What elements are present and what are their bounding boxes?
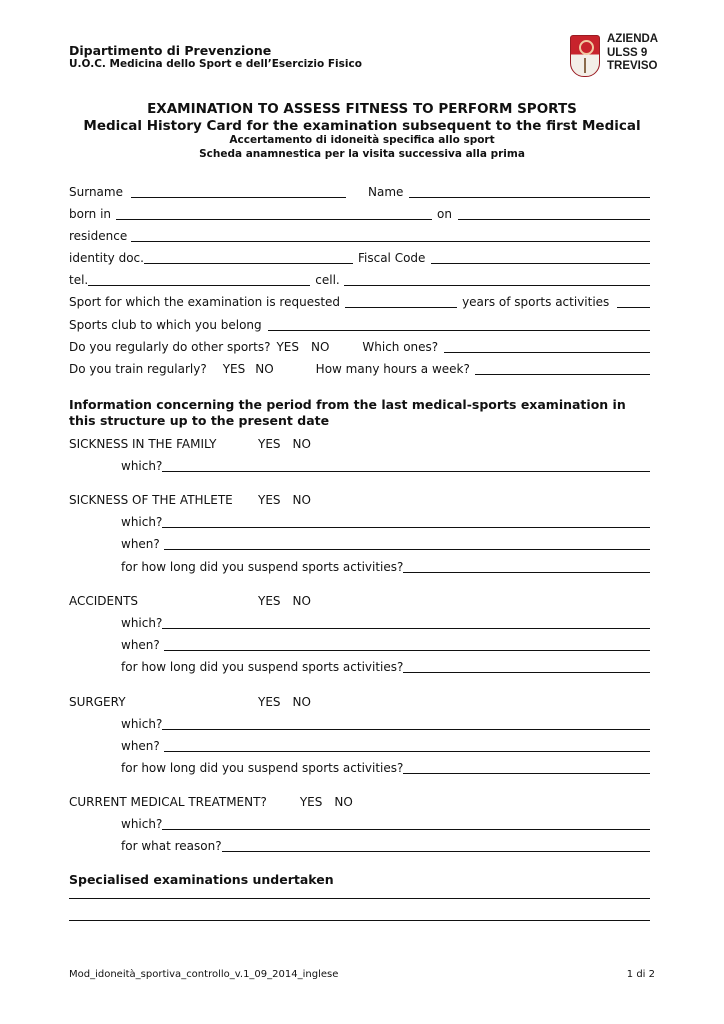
row-other-sports bbox=[69, 337, 650, 355]
sport-requested-label: Sport for which the examination is requested bbox=[69, 295, 341, 309]
accidents-when-label: when? bbox=[121, 638, 160, 652]
surgery-which-field[interactable] bbox=[162, 717, 650, 730]
which-ones-label: Which ones? bbox=[362, 340, 439, 354]
athlete-sickness-label: SICKNESS OF THE ATHLETE bbox=[69, 493, 233, 507]
sport-requested-field[interactable] bbox=[345, 295, 457, 308]
other-sports-yes[interactable]: YES bbox=[276, 340, 299, 354]
treatment-which-label: which? bbox=[121, 817, 163, 831]
accidents-which-label: which? bbox=[121, 616, 163, 630]
info-period-heading: Information concerning the period from the last medical-sports examination in this structure up to the present date bbox=[69, 397, 626, 428]
athlete-no[interactable]: NO bbox=[292, 493, 311, 507]
row-family-which bbox=[121, 456, 650, 474]
main-title: EXAMINATION TO ASSESS FITNESS TO PERFORM SPORTS bbox=[147, 101, 577, 117]
row-athlete-which bbox=[121, 512, 650, 530]
years-activities-label: years of sports activities bbox=[462, 295, 610, 309]
row-accidents bbox=[69, 591, 650, 609]
row-treatment bbox=[69, 792, 650, 810]
row-treatment-which bbox=[121, 814, 650, 832]
athlete-suspend-label: for how long did you suspend sports activities? bbox=[121, 560, 404, 574]
athlete-which-field[interactable] bbox=[162, 515, 650, 528]
tel-field[interactable] bbox=[88, 273, 310, 286]
accidents-no[interactable]: NO bbox=[292, 594, 311, 608]
logo-line-2: ULSS 9 bbox=[607, 46, 648, 59]
accidents-when-field[interactable] bbox=[164, 638, 650, 651]
row-accidents-which bbox=[121, 613, 650, 631]
surgery-no[interactable]: NO bbox=[292, 695, 311, 709]
row-sport bbox=[69, 292, 650, 310]
family-sickness-label: SICKNESS IN THE FAMILY bbox=[69, 437, 217, 451]
identity-doc-label: identity doc. bbox=[69, 251, 144, 265]
accidents-yes[interactable]: YES bbox=[258, 594, 281, 608]
logo-line-3: TREVISO bbox=[607, 60, 658, 72]
surname-label: Surname bbox=[69, 185, 123, 199]
surgery-when-field[interactable] bbox=[164, 739, 650, 752]
fiscal-code-field[interactable] bbox=[431, 251, 650, 264]
name-field[interactable] bbox=[409, 185, 650, 198]
train-yes[interactable]: YES bbox=[222, 362, 246, 376]
row-athlete-when bbox=[121, 534, 650, 552]
hours-week-field[interactable] bbox=[475, 362, 650, 375]
specialised-exams-line-1[interactable] bbox=[69, 898, 650, 899]
athlete-yes[interactable]: YES bbox=[258, 493, 281, 507]
on-label: on bbox=[437, 207, 452, 221]
row-birth bbox=[69, 204, 650, 222]
treatment-label: CURRENT MEDICAL TREATMENT? bbox=[69, 795, 267, 809]
family-no[interactable]: NO bbox=[292, 437, 311, 451]
accidents-which-field[interactable] bbox=[162, 616, 650, 629]
surname-field[interactable] bbox=[131, 185, 346, 198]
row-family-sickness bbox=[69, 434, 650, 452]
lion-shield-icon bbox=[570, 35, 600, 77]
accidents-suspend-label: for how long did you suspend sports activities? bbox=[121, 660, 404, 674]
row-surgery bbox=[69, 692, 650, 710]
row-residence bbox=[69, 226, 650, 244]
other-sports-label: Do you regularly do other sports? bbox=[69, 340, 271, 354]
row-phone bbox=[69, 270, 650, 288]
row-treatment-reason bbox=[121, 836, 650, 854]
train-regularly-label: Do you train regularly? bbox=[69, 362, 207, 376]
train-no[interactable]: NO bbox=[255, 362, 274, 376]
fiscal-code-label: Fiscal Code bbox=[357, 251, 426, 265]
row-athlete-sickness bbox=[69, 490, 650, 508]
accidents-label: ACCIDENTS bbox=[69, 594, 139, 608]
row-surgery-suspend bbox=[121, 758, 650, 776]
surgery-yes[interactable]: YES bbox=[258, 695, 281, 709]
athlete-which-label: which? bbox=[121, 515, 163, 529]
accidents-suspend-field[interactable] bbox=[403, 660, 650, 673]
row-train bbox=[69, 359, 650, 377]
row-accidents-when bbox=[121, 635, 650, 653]
residence-field[interactable] bbox=[131, 229, 650, 242]
treatment-no[interactable]: NO bbox=[334, 795, 353, 809]
athlete-when-field[interactable] bbox=[164, 537, 650, 550]
row-surgery-which bbox=[121, 714, 650, 732]
birthplace-field[interactable] bbox=[116, 207, 432, 220]
sub-title: Medical History Card for the examination subsequent to the first Medical bbox=[83, 118, 641, 134]
row-surname-name bbox=[69, 182, 650, 200]
treatment-yes[interactable]: YES bbox=[299, 795, 323, 809]
specialised-exams-line-2[interactable] bbox=[69, 920, 650, 921]
footer-filename: Mod_idoneità_sportiva_controllo_v.1_09_2014_inglese bbox=[69, 969, 339, 980]
logo-text bbox=[607, 33, 658, 74]
italian-title-1: Accertamento di idoneità specifica allo sport bbox=[229, 134, 495, 146]
surgery-when-label: when? bbox=[121, 739, 160, 753]
hours-week-label: How many hours a week? bbox=[315, 362, 470, 376]
row-surgery-when bbox=[121, 736, 650, 754]
treatment-which-field[interactable] bbox=[162, 817, 650, 830]
name-label: Name bbox=[367, 185, 404, 199]
row-athlete-suspend bbox=[121, 557, 650, 575]
athlete-when-label: when? bbox=[121, 537, 160, 551]
identity-doc-field[interactable] bbox=[144, 251, 353, 264]
which-ones-field[interactable] bbox=[444, 340, 650, 353]
surgery-which-label: which? bbox=[121, 717, 163, 731]
surgery-suspend-label: for how long did you suspend sports activities? bbox=[121, 761, 404, 775]
row-club bbox=[69, 315, 650, 333]
row-accidents-suspend bbox=[121, 657, 650, 675]
surgery-label: SURGERY bbox=[69, 695, 126, 709]
years-activities-field[interactable] bbox=[617, 295, 650, 308]
born-in-label: born in bbox=[69, 207, 112, 221]
unit-name: U.O.C. Medicina dello Sport e dell’Esercizio Fisico bbox=[69, 58, 362, 70]
sports-club-label: Sports club to which you belong bbox=[69, 318, 262, 332]
cell-field[interactable] bbox=[344, 273, 650, 286]
sports-club-field[interactable] bbox=[268, 318, 650, 331]
cell-label: cell. bbox=[315, 273, 340, 287]
residence-label: residence bbox=[69, 229, 128, 243]
athlete-suspend-field[interactable] bbox=[403, 560, 650, 573]
italian-title-2: Scheda anamnestica per la visita successiva alla prima bbox=[199, 148, 525, 160]
treatment-reason-field[interactable] bbox=[222, 839, 650, 852]
family-which-label: which? bbox=[121, 459, 163, 473]
birthdate-field[interactable] bbox=[458, 207, 650, 220]
ulss-logo bbox=[570, 33, 660, 81]
surgery-suspend-field[interactable] bbox=[403, 761, 650, 774]
family-which-field[interactable] bbox=[162, 459, 650, 472]
logo-line-1: AZIENDA bbox=[607, 33, 659, 45]
department-name: Dipartimento di Prevenzione bbox=[69, 43, 272, 58]
other-sports-no[interactable]: NO bbox=[310, 340, 330, 354]
treatment-reason-label: for what reason? bbox=[121, 839, 222, 853]
footer-page-number: 1 di 2 bbox=[626, 969, 655, 980]
family-yes[interactable]: YES bbox=[258, 437, 281, 451]
row-identity bbox=[69, 248, 650, 266]
specialised-exams-heading: Specialised examinations undertaken bbox=[69, 872, 334, 887]
tel-label: tel. bbox=[69, 273, 89, 287]
